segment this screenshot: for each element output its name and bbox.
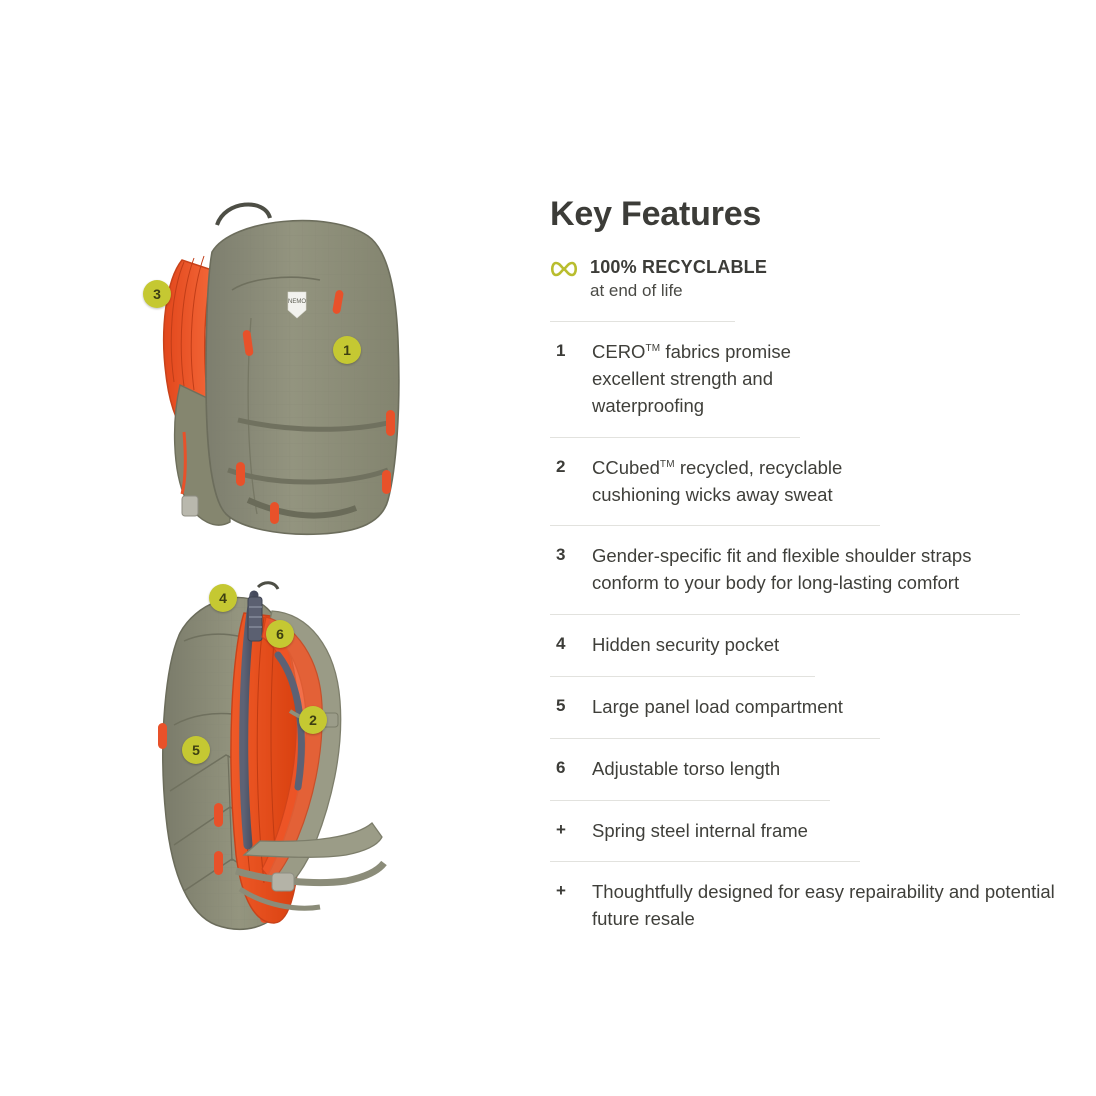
- callout-marker-4[interactable]: 4: [209, 584, 237, 612]
- feature-text-before: CCubed: [592, 456, 660, 478]
- list-item: [550, 801, 860, 863]
- hipbelt-buckle: [272, 873, 294, 891]
- daisy-chain-accent-right-2: [382, 470, 391, 494]
- feature-text: Large panel load compartment: [592, 695, 843, 717]
- feature-text: Gender-specific fit and flexible shoulder straps conform to your body for long-lasting comfort: [592, 545, 972, 594]
- haul-loop-2: [258, 583, 278, 589]
- trademark-symbol: TM: [645, 343, 661, 355]
- recyclable-badge: [550, 257, 768, 322]
- feature-text-after: recycled, recyclable cushioning wicks away sweat: [592, 456, 843, 505]
- feature-text: Adjustable torso length: [592, 757, 781, 779]
- torso-adjust-ladder: [248, 597, 262, 641]
- side-accent-low: [214, 851, 223, 875]
- backpack-front-view: [120, 170, 450, 570]
- feature-text: Thoughtfully designed for easy repairability and potential future resale: [592, 881, 1055, 930]
- feature-marker: 6: [556, 757, 566, 777]
- list-item: [550, 677, 880, 739]
- trademark-symbol: TM: [659, 458, 675, 470]
- feature-text: [592, 455, 880, 509]
- recycle-icon: [550, 259, 578, 284]
- product-image-pane: [0, 0, 540, 1096]
- recyclable-headline: 100% RECYCLABLE: [590, 257, 768, 278]
- side-accent-upper: [158, 723, 167, 749]
- callout-marker-1[interactable]: 1: [333, 336, 361, 364]
- daisy-chain-accent-left: [236, 462, 245, 486]
- key-features-pane: [540, 0, 1096, 1096]
- daisy-chain-accent-right: [386, 410, 395, 436]
- feature-marker: 2: [556, 456, 566, 476]
- feature-list: [550, 322, 1060, 950]
- list-item: [550, 862, 1060, 950]
- feature-text: Hidden security pocket: [592, 634, 780, 656]
- feature-marker: 1: [556, 341, 566, 361]
- feature-text-after: fabrics promise excellent strength and waterproofing: [592, 341, 791, 417]
- feature-marker: 4: [556, 634, 566, 654]
- side-accent-mid: [214, 803, 223, 827]
- feature-marker: +: [556, 819, 566, 839]
- side-buckle: [182, 496, 198, 516]
- feature-text: Spring steel internal frame: [592, 819, 808, 841]
- svg-text:NEMO: NEMO: [288, 299, 306, 305]
- feature-marker: 5: [556, 695, 566, 715]
- bottom-accent: [270, 502, 279, 524]
- feature-text-before: CERO: [592, 341, 646, 363]
- list-item: [550, 526, 1020, 615]
- page-title: Key Features: [550, 195, 762, 233]
- ripstop-texture: [206, 221, 399, 535]
- list-item: [550, 739, 830, 801]
- haul-loop: [217, 204, 270, 225]
- callout-marker-6[interactable]: 6: [266, 620, 294, 648]
- callout-marker-2[interactable]: 2: [299, 706, 327, 734]
- callout-marker-3[interactable]: 3: [143, 280, 171, 308]
- callout-marker-5[interactable]: 5: [182, 736, 210, 764]
- list-item: [550, 615, 815, 677]
- feature-marker: 3: [556, 545, 566, 565]
- recyclable-subline: at end of life: [590, 281, 683, 301]
- list-item: [550, 322, 800, 437]
- list-item: [550, 438, 880, 527]
- feature-marker: +: [556, 881, 566, 901]
- feature-text: [592, 339, 800, 419]
